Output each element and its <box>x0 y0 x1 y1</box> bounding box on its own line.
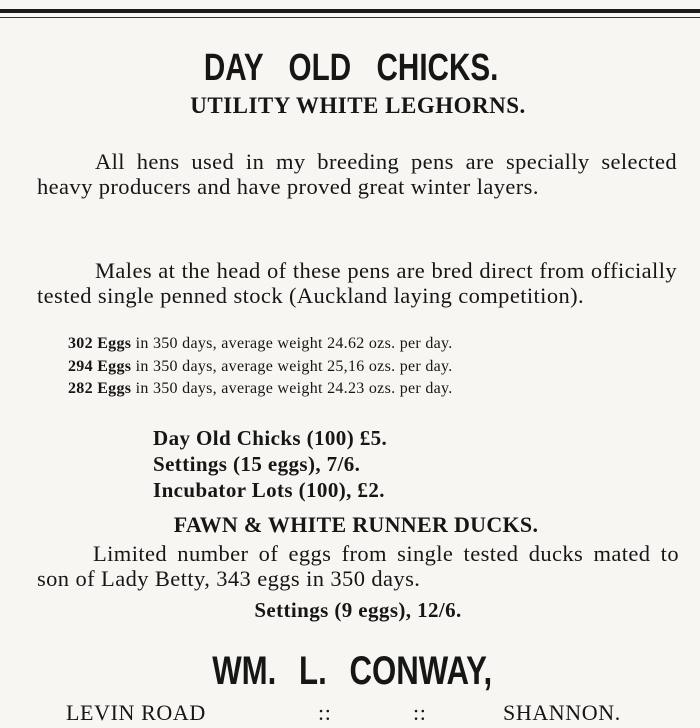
price-line: Settings (15 eggs), 7/6. <box>153 452 361 476</box>
record-line <box>68 378 668 401</box>
paragraph-first-line: All hens used in my breeding pens are specially <box>95 149 590 174</box>
paragraph-rest: selected heavy producers and have proved great winter layers. <box>37 149 677 199</box>
top-border-thick <box>0 9 700 13</box>
address-separator: :: <box>318 700 332 725</box>
address-town: SHANNON. <box>503 700 621 725</box>
record-line <box>68 356 668 379</box>
record-eggs: 294 Eggs <box>68 357 132 375</box>
advertiser-address <box>0 699 700 728</box>
record-eggs: 302 Eggs <box>68 335 132 352</box>
headline: DAY OLD CHICKS. <box>203 47 499 89</box>
price-line: Incubator Lots (100), £2. <box>153 478 385 502</box>
ducks-paragraph <box>37 541 679 591</box>
address-separator: :: <box>413 700 427 725</box>
paragraph-first-line: Males at the head of these pens are bred direct <box>95 258 533 283</box>
paragraph-breeding-pens <box>37 149 677 199</box>
ducks-first-line: Limited number of eggs from single tested ducks <box>93 541 584 566</box>
top-border-thin <box>0 17 700 18</box>
ducks-rest: mated to son of Lady Betty, 343 eggs in 350 days. <box>37 541 679 591</box>
ducks-price: Settings (9 eggs), 12/6. <box>254 598 462 622</box>
ducks-heading: FAWN & WHITE RUNNER DUCKS. <box>173 512 539 537</box>
laying-records <box>68 333 668 401</box>
chick-prices <box>153 425 387 503</box>
record-eggs: 282 Eggs <box>68 380 132 397</box>
record-detail: in 350 days, average weight 25,16 ozs. per day. <box>131 357 453 375</box>
address-road: LEVIN ROAD <box>66 700 206 725</box>
paragraph-rest: from officially tested single penned stock (Auckland laying competition). <box>37 258 677 308</box>
record-detail: in 350 days, average weight 24.23 ozs. per day. <box>131 380 453 397</box>
paragraph-males <box>37 258 677 308</box>
price-line: Day Old Chicks (100) £5. <box>153 426 388 450</box>
record-line <box>68 333 668 356</box>
record-detail: in 350 days, average weight 24.62 ozs. per day. <box>131 335 453 352</box>
subheadline: UTILITY WHITE LEGHORNS. <box>190 93 526 118</box>
advertiser-name: WM. L. CONWAY, <box>212 649 493 693</box>
